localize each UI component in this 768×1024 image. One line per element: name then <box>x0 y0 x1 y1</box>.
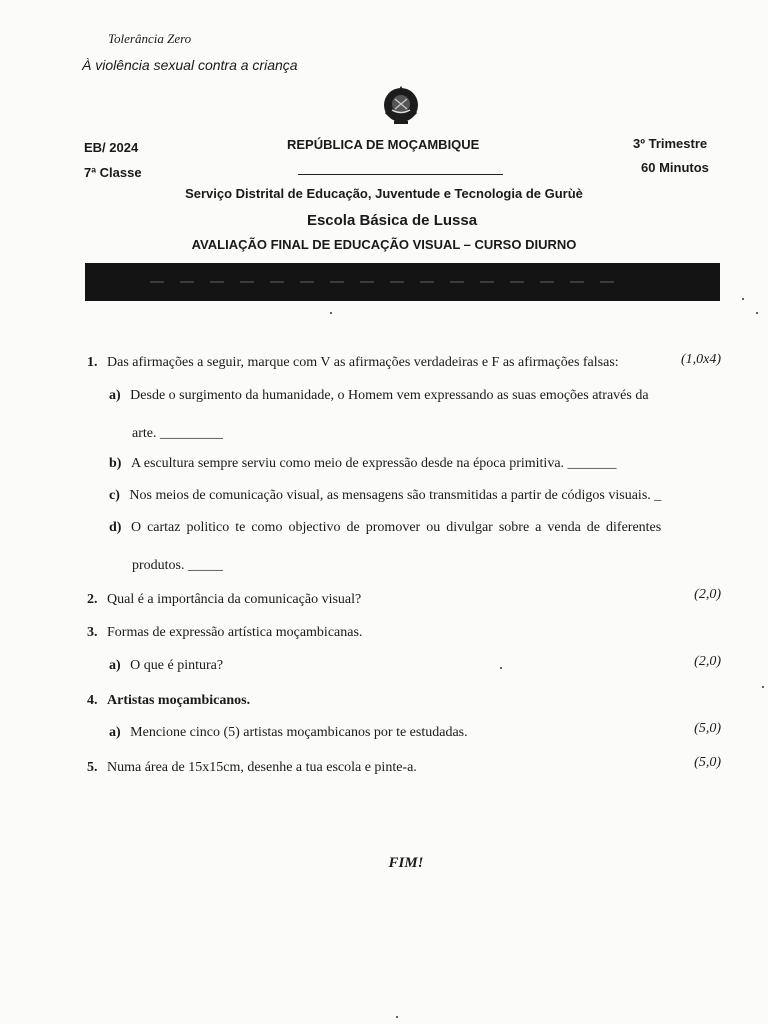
question-4a <box>109 724 468 742</box>
question-4a-score: (5,0) <box>694 721 721 736</box>
question-1c <box>109 487 661 505</box>
question-1b-label: b) <box>109 456 122 471</box>
question-1b <box>109 455 617 473</box>
redacted-bar-noise <box>150 281 630 283</box>
motto-line-2: À violência sexual contra a criança <box>82 57 298 73</box>
scan-speck <box>756 312 758 314</box>
question-4a-label: a) <box>109 725 121 740</box>
question-2-score: (2,0) <box>694 587 721 602</box>
scan-speck <box>742 298 744 300</box>
question-5-score: (5,0) <box>694 755 721 770</box>
motto-line-1: Tolerância Zero <box>108 31 192 46</box>
header-duration: 60 Minutos <box>641 160 709 175</box>
question-1d-label: d) <box>109 520 122 535</box>
question-1-number: 1. <box>87 355 98 370</box>
question-4-number: 4. <box>87 693 98 708</box>
question-1-text: Das afirmações a seguir, marque com V as afirmações verdadeiras e F as afirmações falsas: <box>107 355 619 370</box>
question-3a <box>109 657 223 675</box>
question-4 <box>87 692 250 710</box>
question-2 <box>87 591 361 609</box>
question-1c-text: Nos meios de comunicação visual, as mensagens são transmitidas a partir de códigos visuais. _ <box>129 488 662 503</box>
question-1-score: (1,0x4) <box>680 352 721 367</box>
district-service: Serviço Distrital de Educação, Juventude e Tecnologia de Gurùè <box>185 186 583 201</box>
question-1a-label: a) <box>109 388 121 403</box>
question-3-text: Formas de expressão artística moçambicanas. <box>107 625 363 640</box>
question-1a-line1: Desde o surgimento da humanidade, o Homem vem expressando as suas emoções através da <box>130 388 649 403</box>
header-year: EB/ 2024 <box>84 140 139 155</box>
question-1a <box>109 387 649 405</box>
question-5-number: 5. <box>87 760 98 775</box>
scan-speck <box>396 1016 398 1018</box>
question-5 <box>87 759 417 777</box>
header-country: REPÚBLICA DE MOÇAMBIQUE <box>287 137 480 152</box>
question-1a-line2: arte. _________ <box>132 426 223 441</box>
question-3a-label: a) <box>109 658 121 673</box>
school-name: Escola Básica de Lussa <box>306 212 478 229</box>
header-class: 7ª Classe <box>84 165 142 180</box>
exam-title: AVALIAÇÃO FINAL DE EDUCAÇÃO VISUAL – CURSO DIURNO <box>191 237 577 252</box>
question-1d-line1: O cartaz politico te como objectivo de promover ou divulgar sobre a venda de diferentes <box>130 520 662 535</box>
end-marker: FIM! <box>388 855 424 871</box>
question-4-text: Artistas moçambicanos. <box>107 693 251 708</box>
question-5-text: Numa área de 15x15cm, desenhe a tua escola e pinte-a. <box>107 760 417 775</box>
question-1 <box>87 354 619 372</box>
header-divider <box>298 174 503 175</box>
question-1d <box>109 519 661 537</box>
question-1d-line2: produtos. _____ <box>132 558 223 573</box>
question-1c-label: c) <box>109 488 120 503</box>
scan-speck <box>762 686 764 688</box>
header-term: 3º Trimestre <box>633 136 708 151</box>
scan-speck <box>500 667 502 669</box>
question-3a-score: (2,0) <box>694 654 721 669</box>
question-3 <box>87 624 362 642</box>
mozambique-emblem-icon <box>378 82 424 128</box>
scan-speck <box>330 312 332 314</box>
question-3a-text: O que é pintura? <box>130 658 224 673</box>
question-3-number: 3. <box>87 625 98 640</box>
question-1b-text: A escultura sempre serviu como meio de expressão desde na época primitiva. _______ <box>130 456 617 471</box>
question-2-number: 2. <box>87 592 98 607</box>
question-4a-text: Mencione cinco (5) artistas moçambicanos por te estudadas. <box>130 725 468 740</box>
question-2-text: Qual é a importância da comunicação visual? <box>107 592 362 607</box>
